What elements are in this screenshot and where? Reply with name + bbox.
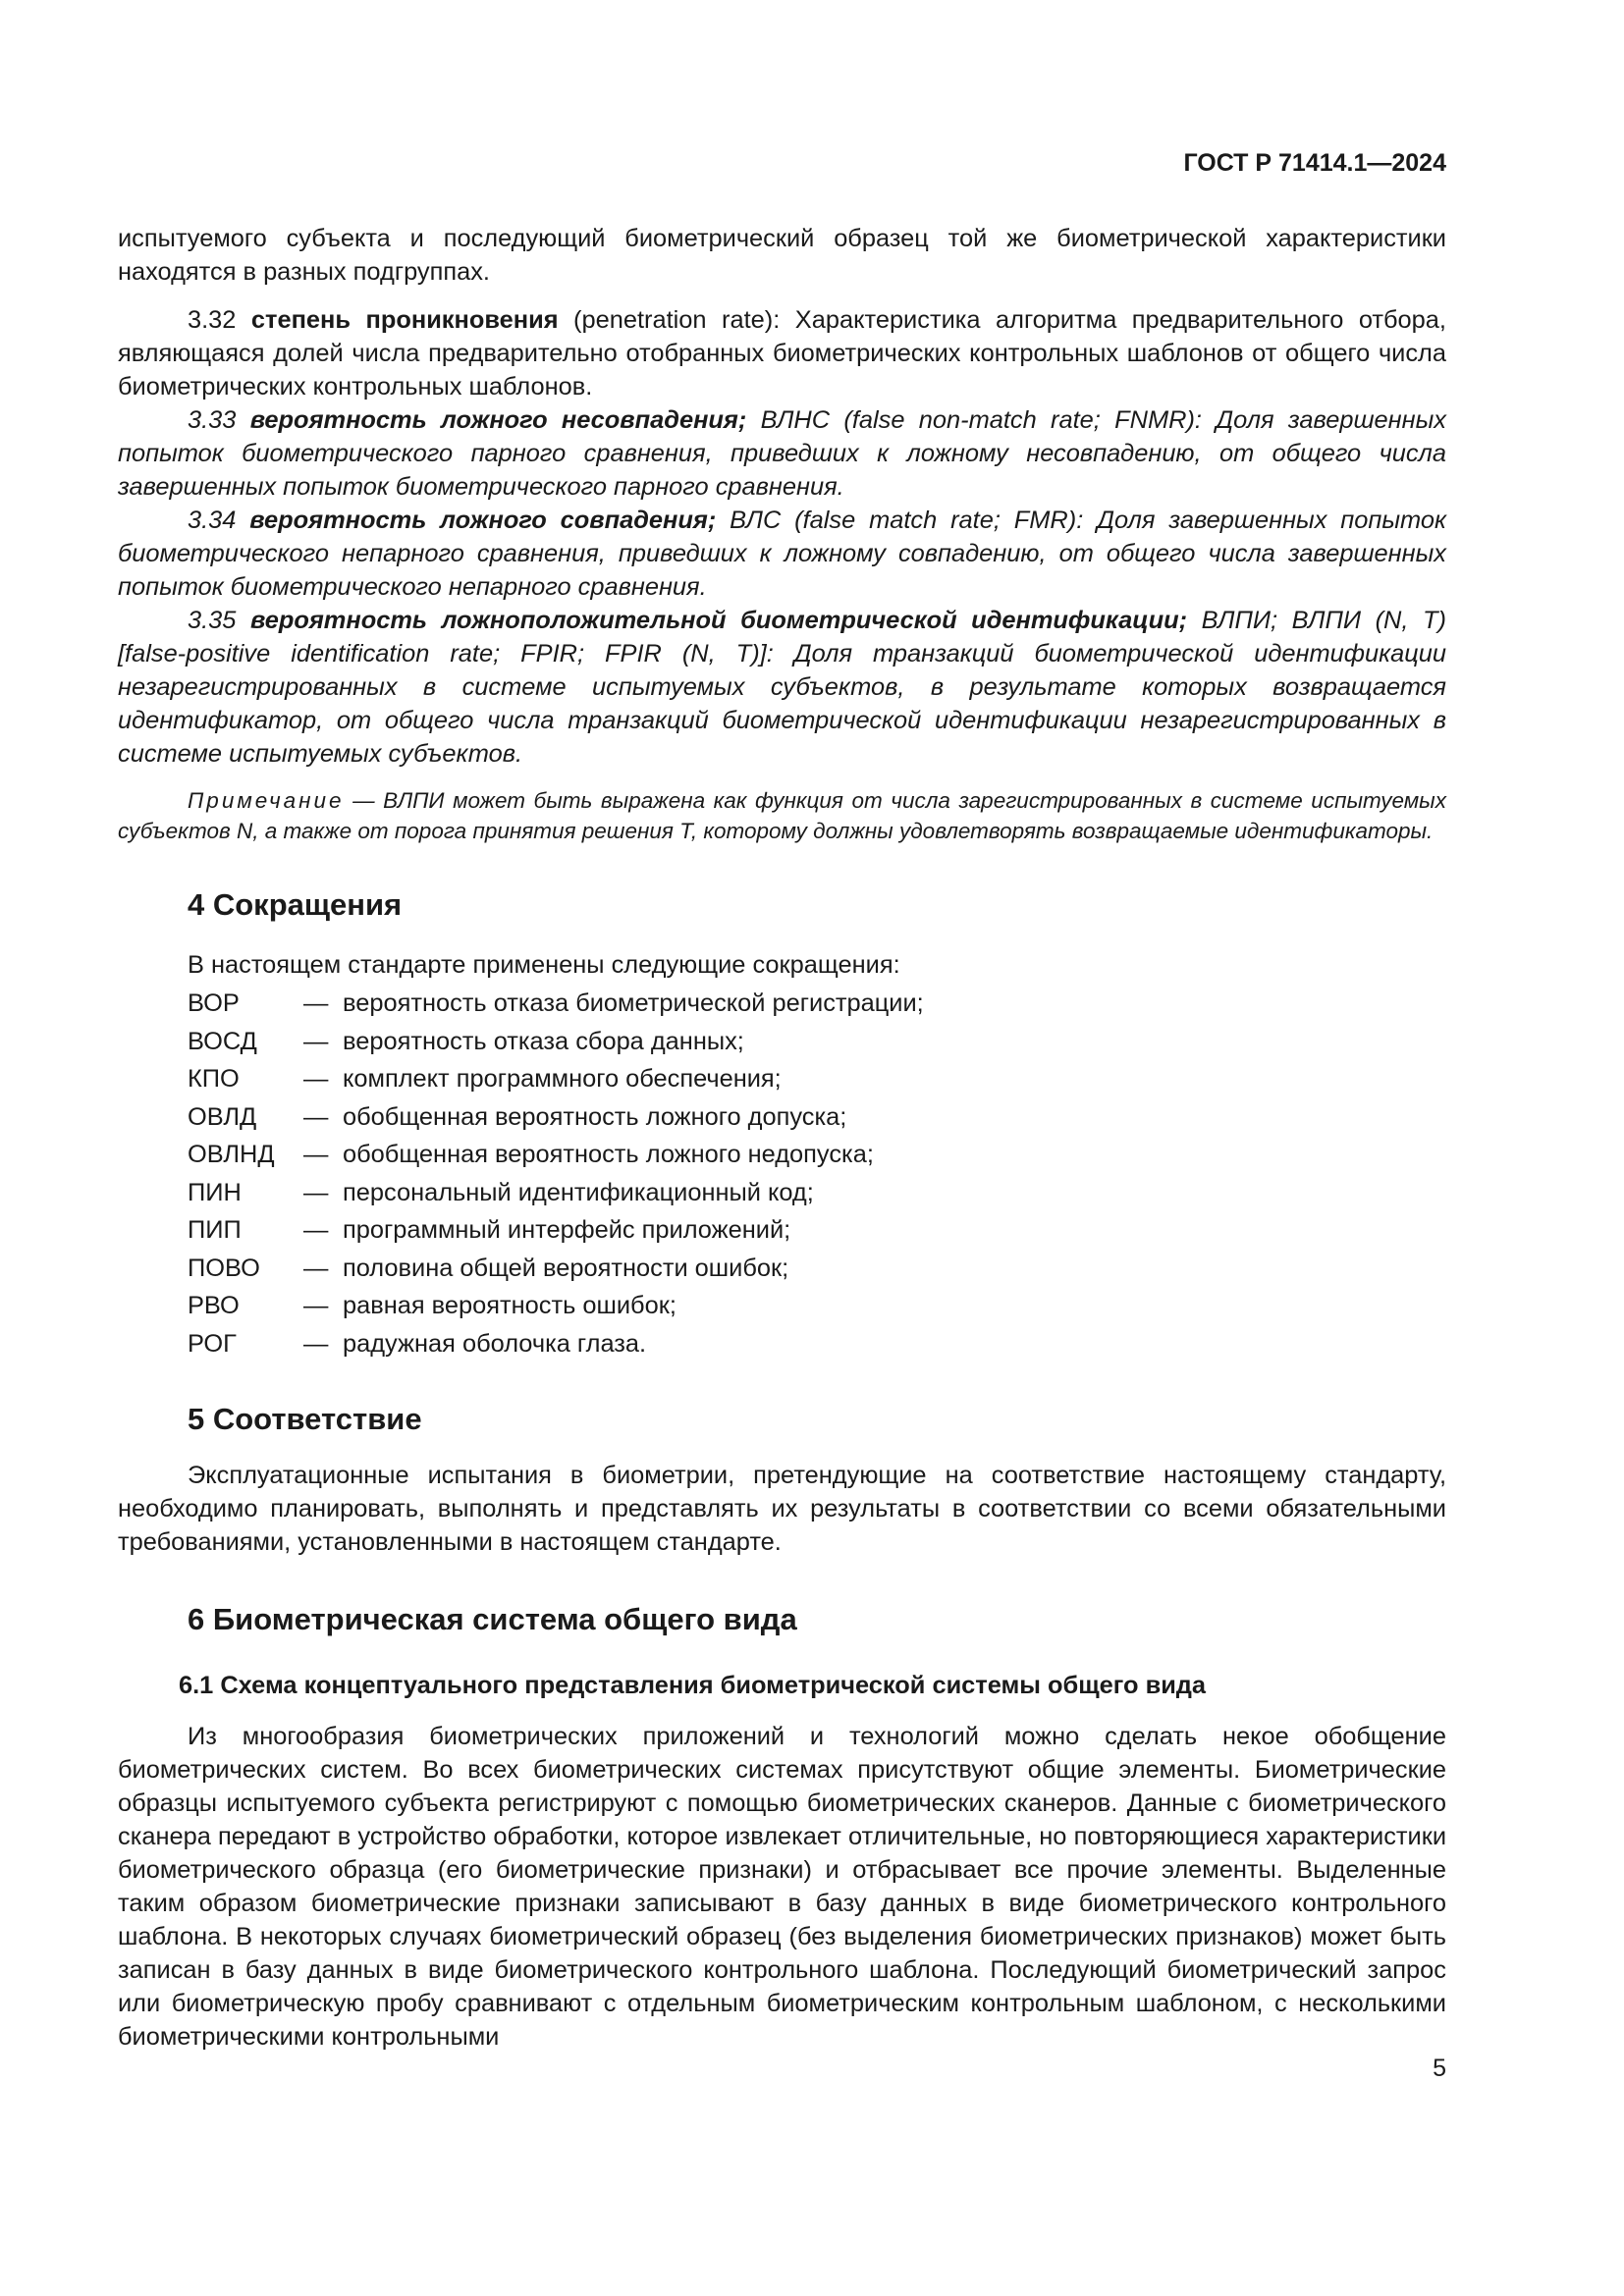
list-item — [188, 1098, 1446, 1137]
term-name: вероятность ложного несовпадения; — [249, 406, 747, 434]
term-number: 3.32 — [188, 306, 237, 334]
list-item — [188, 1174, 1446, 1212]
dash: — — [303, 1178, 329, 1206]
list-item — [188, 1211, 1446, 1250]
list-item — [188, 1325, 1446, 1363]
note — [118, 785, 1446, 846]
term-definition: ВЛПИ; ВЛПИ (N, T) [false-positive identification rate; FPIR; FPIR (N, T)]: Доля транзакций биометрической идентификации незарегистрированных в системе испытуемых субъектов, в результате которых возвращается идентификатор, от общего числа транзакций биометрической идентификации незарегистрированных в системе испытуемых субъектов. — [118, 607, 1446, 768]
abbreviation-definition: программный интерфейс приложений; — [343, 1216, 791, 1244]
abbreviation: ОВЛНД — [188, 1141, 275, 1168]
abbreviation: ПИН — [188, 1178, 242, 1206]
section-6-1-text: Из многообразия биометрических приложений и технологий можно сделать некое обобщение биометрических систем. Во всех биометрических системах присутствуют общие элементы. Биометрические образцы испытуемого субъекта регистрируют с помощью биометрических сканеров. Данные с биометрического сканера передают в устройство обработки, которое извлекает отличительные, но повторяющиеся характеристики биометрического образца (его биометрические признаки) и отбрасывает все прочие элементы. Выделенные таким образом биометрические признаки записывают в базу данных в виде биометрического контрольного шаблона. В некоторых случаях биометрический образец (без выделения биометрических признаков) может быть записан в базу данных в виде биометрического контрольного шаблона. Последующий биометрический запрос или биометрическую пробу сравнивают с отдельным биометрическим контрольным шаблоном, с несколькими биометрическими контрольными — [118, 1723, 1446, 2051]
term-number: 3.34 — [188, 507, 237, 534]
list-item — [188, 1136, 1446, 1174]
list-item — [188, 1250, 1446, 1288]
section-6-1-title: 6.1 Схема концептуального представления биометрической системы общего вида — [179, 1672, 1207, 1699]
dash: — — [303, 1102, 329, 1131]
dash: — — [303, 1292, 329, 1319]
dash: — — [303, 1329, 329, 1358]
abbreviation-definition: половина общей вероятности ошибок; — [343, 1254, 789, 1282]
term-definition: ВЛС (false match rate; FMR): Доля завершенных попыток биометрического непарного сравнения, приведших к ложному совпадению, от общего числа завершенных попыток биометрического непарного сравнения. — [118, 507, 1447, 601]
abbreviation: КПО — [188, 1065, 240, 1093]
section-5-text: Эксплуатационные испытания в биометрии, претендующие на соответствие настоящему стандарту, необходимо планировать, выполнять и представлять их результаты в соответствии со всеми обязательными требованиями, установленными в настоящем стандарте. — [118, 1462, 1446, 1556]
term-number: 3.35 — [188, 607, 237, 634]
term-number: 3.33 — [188, 406, 237, 434]
abbreviation: ВОР — [188, 989, 240, 1017]
page-number: 5 — [1433, 2055, 1446, 2082]
abbreviation-definition: вероятность отказа сбора данных; — [343, 1027, 744, 1055]
term-name: вероятность ложного совпадения; — [249, 507, 717, 534]
section-5-title: 5 Соответствие — [188, 1402, 422, 1436]
abbreviation-definition: вероятность отказа биометрической регистрации; — [343, 989, 924, 1017]
dash: — — [303, 989, 329, 1017]
dash: — — [303, 1216, 329, 1244]
abbreviation: ПИП — [188, 1216, 242, 1244]
abbreviation-definition: равная вероятность ошибок; — [343, 1292, 677, 1319]
dash: — — [303, 1254, 329, 1282]
document-id: ГОСТ Р 71414.1—2024 — [1183, 149, 1446, 177]
page-content — [118, 222, 1446, 2054]
list-item — [188, 985, 1446, 1023]
abbreviation-definition: обобщенная вероятность ложного допуска; — [343, 1102, 847, 1131]
abbreviation: РВО — [188, 1292, 240, 1319]
abbreviations-list — [118, 985, 1446, 1362]
section-6-title: 6 Биометрическая система общего вида — [188, 1602, 797, 1636]
term-3-35 — [118, 604, 1446, 771]
note-text: — ВЛПИ может быть выражена как функция от числа зарегистрированных в системе испытуемых субъектов N, а также от порога принятия решения T, которому должны удовлетворять возвращаемые идентификаторы. — [118, 788, 1446, 843]
term-3-32 — [118, 303, 1446, 403]
abbreviation: РОГ — [188, 1329, 237, 1358]
dash: — — [303, 1141, 329, 1168]
term-name: вероятность ложноположительной биометрической идентификации; — [250, 607, 1188, 634]
term-name: степень проникновения — [250, 306, 559, 334]
abbreviations-intro: В настоящем стандарте применены следующие сокращения: — [188, 951, 900, 979]
dash: — — [303, 1065, 329, 1093]
dash: — — [303, 1027, 329, 1055]
continued-paragraph: испытуемого субъекта и последующий биометрический образец той же биометрической характеристики находятся в разных подгруппах. — [118, 225, 1446, 286]
term-definition: ВЛНС (false non-match rate; FNMR): Доля завершенных попыток биометрического парного сравнения, приведших к ложному несовпадению, от общего числа завершенных попыток биометрического парного сравнения. — [118, 406, 1446, 501]
term-3-34 — [118, 504, 1446, 604]
note-label: Примечание — [188, 788, 345, 813]
term-definition: (penetration rate): Характеристика алгоритма предварительного отбора, являющаяся долей числа предварительно отобранных биометрических контрольных шаблонов от общего числа биометрических контрольных шаблонов. — [118, 306, 1446, 400]
term-3-33 — [118, 403, 1446, 504]
abbreviation: ОВЛД — [188, 1102, 257, 1131]
abbreviation-definition: радужная оболочка глаза. — [343, 1329, 647, 1358]
abbreviation: ПОВО — [188, 1254, 260, 1282]
abbreviation-definition: обобщенная вероятность ложного недопуска; — [343, 1141, 874, 1168]
abbreviation-definition: комплект программного обеспечения; — [343, 1065, 782, 1093]
abbreviation-definition: персональный идентификационный код; — [343, 1178, 814, 1206]
abbreviation: ВОСД — [188, 1027, 257, 1055]
section-4-title: 4 Сокращения — [188, 887, 403, 922]
list-item — [188, 1287, 1446, 1325]
list-item — [188, 1023, 1446, 1061]
list-item — [188, 1060, 1446, 1098]
